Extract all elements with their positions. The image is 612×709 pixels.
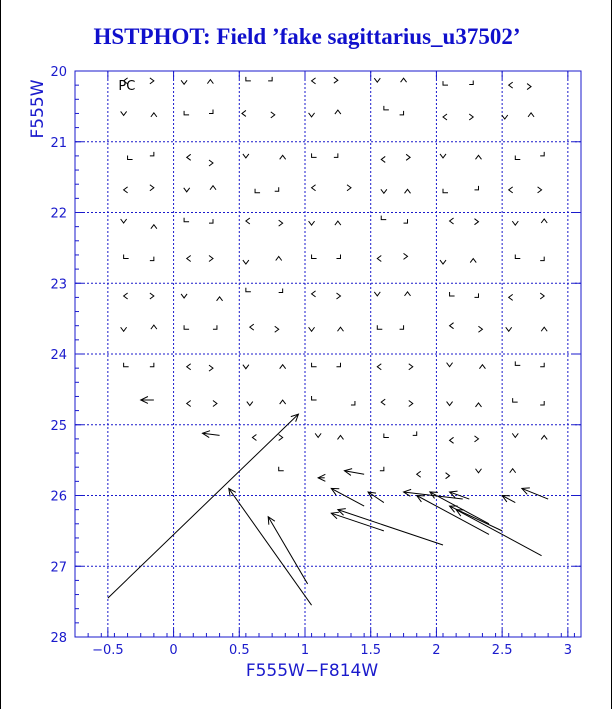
residual-stub xyxy=(409,401,413,407)
residual-stub xyxy=(409,364,413,370)
residual-stub xyxy=(209,219,213,223)
residual-vector xyxy=(331,488,364,506)
chart-title: HSTPHOT: Field ’fake sagittarius_u37502’ xyxy=(93,24,521,49)
residual-vector xyxy=(108,414,299,598)
residual-stub xyxy=(450,323,454,329)
residual-stub xyxy=(217,297,223,301)
residual-stub xyxy=(124,187,128,193)
residual-stub xyxy=(334,153,338,157)
x-tick-label: 2.5 xyxy=(491,643,513,658)
residual-stub xyxy=(440,260,446,264)
residual-stub xyxy=(478,326,482,332)
residual-stub xyxy=(268,77,272,81)
residual-stub xyxy=(255,189,260,193)
residual-stub xyxy=(374,292,380,296)
residual-stub xyxy=(246,288,251,292)
residual-stub xyxy=(515,254,520,258)
residual-stub xyxy=(312,185,316,191)
residual-stub xyxy=(187,364,191,370)
residual-stub xyxy=(309,221,315,225)
residual-stub xyxy=(380,467,384,471)
y-tick-label: 20 xyxy=(50,65,67,80)
residual-stub xyxy=(280,365,286,369)
residual-stub xyxy=(440,154,446,158)
residual-stub xyxy=(417,471,421,477)
residual-stub xyxy=(309,327,315,331)
residual-stub xyxy=(469,114,473,120)
x-axis-label: F555W−F814W xyxy=(245,661,379,681)
residual-stubs xyxy=(121,77,548,479)
residual-stub xyxy=(209,160,213,166)
residual-stub xyxy=(276,256,282,260)
residual-stub xyxy=(479,365,485,369)
residual-stub xyxy=(400,111,404,115)
x-tick-label: 0 xyxy=(169,643,178,658)
residual-stub xyxy=(513,398,518,402)
residual-stub xyxy=(509,187,513,193)
residual-stub xyxy=(450,437,454,443)
residual-stub xyxy=(150,293,154,299)
residual-stub xyxy=(401,78,407,82)
residual-stub xyxy=(541,219,547,223)
residual-stub xyxy=(538,187,542,193)
residual-stub xyxy=(187,154,191,160)
x-tick-label: −0.5 xyxy=(92,643,124,658)
residual-stub xyxy=(406,154,410,160)
residual-stub xyxy=(312,291,316,297)
residual-stub xyxy=(335,110,341,114)
residual-stub xyxy=(250,324,254,330)
residual-stub xyxy=(247,402,253,406)
residual-stub xyxy=(540,401,544,405)
residual-stub xyxy=(474,219,478,225)
residual-vector xyxy=(229,488,312,605)
residual-stub xyxy=(279,467,284,471)
residual-stub xyxy=(540,257,544,261)
residual-stub xyxy=(280,400,286,404)
residual-stub xyxy=(506,327,512,331)
residual-stub xyxy=(337,327,343,331)
residual-stub xyxy=(184,188,190,192)
residual-stub xyxy=(475,403,481,407)
residual-stub xyxy=(450,292,455,296)
residual-stub xyxy=(246,77,251,81)
residual-stub xyxy=(309,113,315,117)
y-tick-label: 28 xyxy=(50,631,67,646)
residual-stub xyxy=(450,218,454,224)
residual-stub xyxy=(279,434,283,440)
residual-stub xyxy=(184,218,189,222)
residual-stub xyxy=(446,473,450,479)
residual-stub xyxy=(540,293,544,299)
residual-vector xyxy=(338,510,443,545)
residual-stub xyxy=(381,216,386,220)
residual-stub xyxy=(150,257,154,261)
residual-stub xyxy=(351,401,355,405)
residual-stub xyxy=(540,152,544,156)
residual-stub xyxy=(279,288,283,292)
residual-stub xyxy=(540,363,544,367)
y-tick-label: 22 xyxy=(50,206,67,222)
residual-stub xyxy=(447,402,453,406)
y-tick-label: 27 xyxy=(50,560,67,576)
y-tick-label: 24 xyxy=(50,348,67,363)
residual-stub xyxy=(347,185,351,191)
residual-stub xyxy=(334,77,338,83)
residual-stub xyxy=(275,326,279,332)
residual-stub xyxy=(187,401,191,407)
residual-stub xyxy=(121,111,127,115)
residual-stub xyxy=(510,469,516,473)
residual-stub xyxy=(381,189,387,193)
residual-stub xyxy=(384,106,389,110)
residual-stub xyxy=(150,78,154,84)
residual-stub xyxy=(404,219,408,223)
x-tick-label: 0.5 xyxy=(228,643,250,658)
residual-stub xyxy=(275,187,279,191)
y-tick-label: 25 xyxy=(50,418,67,434)
residual-stub xyxy=(279,220,283,226)
residual-stub xyxy=(150,363,154,367)
residual-stub xyxy=(312,363,317,367)
residual-stub xyxy=(335,221,341,225)
residual-stub xyxy=(181,294,187,298)
residual-stub xyxy=(337,435,343,439)
residual-vector xyxy=(268,517,307,584)
residual-stub xyxy=(474,436,478,442)
residual-stub xyxy=(515,155,520,159)
residual-stub xyxy=(124,293,128,299)
y-tick-label: 26 xyxy=(50,489,67,505)
residual-stub xyxy=(512,433,518,437)
residual-stub xyxy=(443,81,448,85)
residual-stub xyxy=(474,293,478,297)
residual-stub xyxy=(405,292,411,296)
residual-stub xyxy=(121,327,127,331)
residual-stub xyxy=(377,364,381,370)
residual-stub xyxy=(515,361,520,365)
residual-stub xyxy=(512,221,518,225)
residual-stub xyxy=(209,109,213,113)
x-tick-label: 1 xyxy=(300,643,310,658)
residual-stub xyxy=(509,294,513,300)
y-tick-label: 23 xyxy=(50,277,67,293)
residual-vector xyxy=(456,510,541,556)
residual-stub xyxy=(207,80,213,84)
residual-stub xyxy=(384,433,389,437)
residual-stub xyxy=(184,111,189,115)
residual-stub xyxy=(184,325,189,329)
y-tick-label: 21 xyxy=(50,135,67,151)
residual-stub xyxy=(315,433,321,437)
residual-stub xyxy=(150,185,154,191)
residual-stub xyxy=(128,155,133,159)
chart-svg xyxy=(1,0,612,709)
residual-stub xyxy=(400,325,404,329)
residual-stub xyxy=(151,325,157,329)
residual-stub xyxy=(413,431,417,435)
residual-stub xyxy=(210,186,216,190)
residual-stub xyxy=(312,396,317,400)
residual-stub xyxy=(336,254,340,258)
residual-stub xyxy=(312,153,317,157)
residual-stub xyxy=(124,363,129,367)
residual-stub xyxy=(374,78,380,82)
residual-stub xyxy=(381,156,385,162)
x-tick-label: 1.5 xyxy=(360,643,382,658)
residual-stub xyxy=(243,260,249,264)
residual-stub xyxy=(312,254,317,258)
residual-stub xyxy=(443,189,448,193)
residual-stub xyxy=(187,255,191,261)
residual-stub xyxy=(213,401,217,407)
residual-vector xyxy=(522,488,548,499)
residual-stub xyxy=(280,155,286,159)
residual-stub xyxy=(150,152,154,156)
residual-stub xyxy=(242,110,246,116)
residual-stub xyxy=(151,225,157,229)
residual-stub xyxy=(541,327,547,331)
residual-stub xyxy=(405,189,411,193)
residual-vector-head xyxy=(268,517,275,525)
residual-stub xyxy=(470,259,476,263)
y-axis-label: F555W xyxy=(28,79,48,139)
residual-stub xyxy=(377,325,382,329)
residual-stub xyxy=(541,435,547,439)
residual-vector xyxy=(417,496,489,535)
residual-stub xyxy=(252,434,256,440)
residual-stub xyxy=(213,325,217,329)
residual-stub xyxy=(475,469,481,473)
chip-label: PC xyxy=(118,79,136,95)
residual-stub xyxy=(336,293,340,299)
residual-stub xyxy=(469,80,473,84)
residual-stub xyxy=(243,154,249,158)
residual-stub xyxy=(243,365,249,369)
residual-stub xyxy=(527,84,531,90)
residual-stub xyxy=(528,113,534,117)
residual-stub xyxy=(377,255,381,261)
residual-stub xyxy=(502,115,508,119)
residual-stub xyxy=(404,253,408,259)
residual-stub xyxy=(475,155,481,159)
residual-stub xyxy=(509,82,513,88)
residual-stub xyxy=(181,80,187,84)
x-tick-label: 2 xyxy=(432,643,441,658)
residual-stub xyxy=(209,365,213,371)
residual-stub xyxy=(381,399,385,405)
residual-stub xyxy=(121,219,127,223)
residual-stub xyxy=(312,78,316,84)
x-tick-label: 3 xyxy=(563,643,572,658)
residual-stub xyxy=(336,363,340,367)
residual-stub xyxy=(474,186,478,190)
residual-stub xyxy=(443,114,447,120)
residual-stub xyxy=(151,113,157,117)
residual-stub xyxy=(246,218,250,224)
residual-stub xyxy=(209,255,213,261)
residual-stub xyxy=(124,254,129,258)
residual-stub xyxy=(271,112,275,118)
residual-stub xyxy=(447,363,453,367)
